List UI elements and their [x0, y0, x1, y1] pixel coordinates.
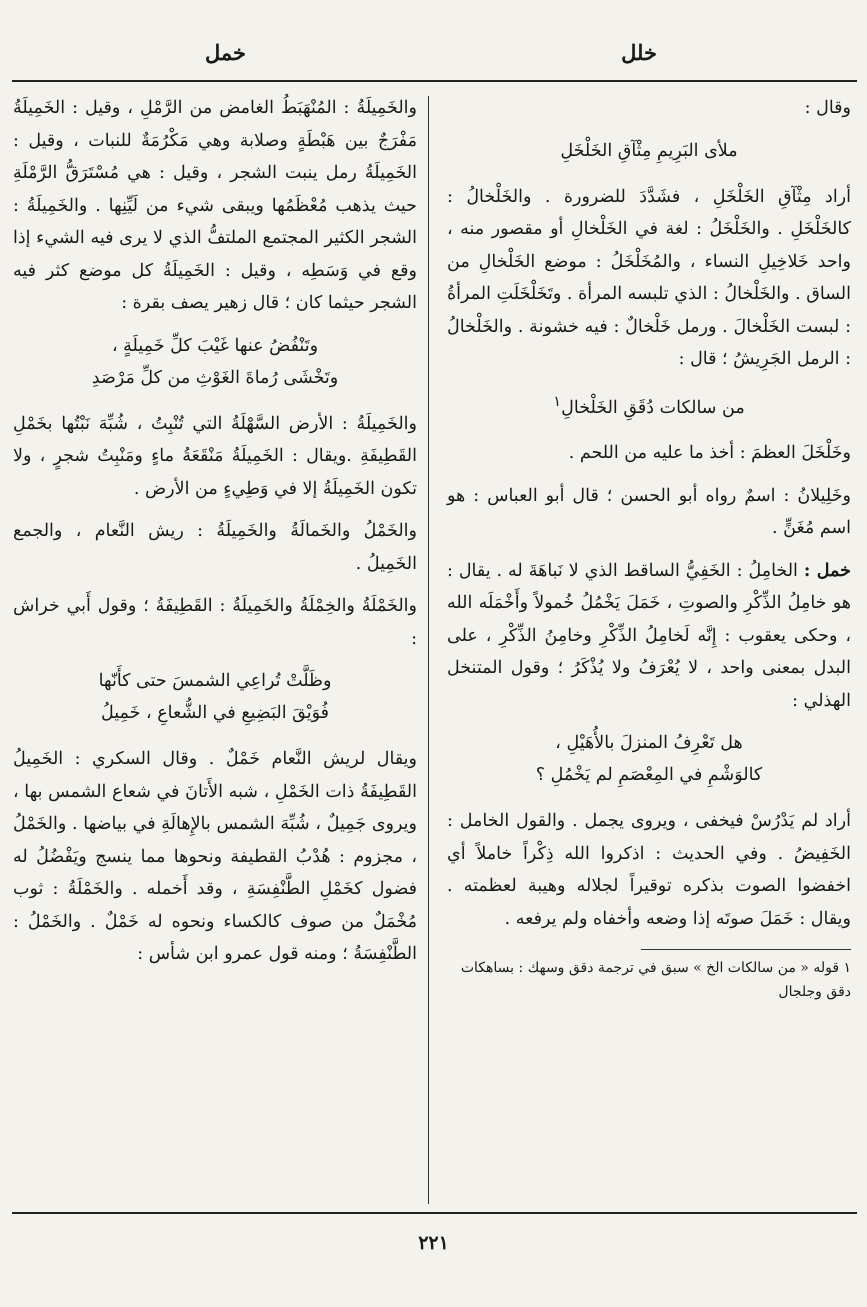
footnote-rule: [641, 949, 851, 950]
bottom-rule: [12, 1212, 857, 1214]
verse: [447, 386, 851, 424]
footnote-marker: ١: [553, 392, 562, 410]
paragraph: ويقال لريش النَّعام خَمْلٌ . وقال السكري : الخَمِيلُ القَطِيفَةُ ذات الخَمْلِ ، شبه الأَتانَ في شعاع الشمس بها ، ويروى جَمِيلٌ ، شُبِّهَ الشمس بالإِهالَةِ في بياضها . والخَمْلُ ، مجزوم : هُدْبُ القطيفة ونحوها مما ينسج ويَفْضُلُ له فضول كخَمْلِ الطَّنْفِسَةِ ، وقد أَخمله . والخَمْلَةُ : ثوب مُخْمَلٌ من صوف كالكساء ونحوه له خَمْلٌ . والخَمْلُ : الطَّنْفِسَةُ ؛ ومنه قول عمرو ابن شأس :: [13, 749, 417, 964]
top-rule: [12, 80, 857, 82]
verse: [13, 665, 417, 729]
paragraph: والخَمْلُ والخَمالَةُ والخَمِيلَةُ : ريش النَّعام ، والجمع الخَمِيلُ .: [13, 521, 417, 574]
entry-headword: خمل :: [803, 560, 851, 581]
verse: [447, 727, 851, 791]
paragraph: وقال :: [804, 98, 851, 118]
verse: [13, 330, 417, 394]
verse-line: وظَلَّتْ تُراعِي الشمسَ حتى كأَنّها: [98, 671, 332, 691]
running-head-right: خلل: [621, 40, 657, 65]
paragraph: والخَمِيلَةُ : المُنْهَبَطُ الغامض من الرَّمْلِ ، وقيل : الخَمِيلَةُ مَفْرَجٌ بين هَبْطَةٍ وصلابة وهي مَكْرُمَةٌ للنبات ، وقيل : الخَمِيلَةُ رمل ينبت الشجر ، وقيل : هي مُسْتَرَقُّ الرَّمْلَةِ حيث يذهب مُعْظَمُها ويبقى شيء من لَيِّنِها . والخَمِيلَةُ : الشجر الكثير المجتمع الملتفُّ الذي لا يرى فيه الشيء إذا وقع في وَسَطِه ، وقيل : الخَمِيلَةُ كل موضع كثر فيه الشجر حيثما كان ؛ قال زهير يصف بقرة :: [13, 98, 417, 313]
page-number: ٢٢١: [418, 1232, 449, 1254]
entry-paragraph: خمل : الخامِلُ : الخَفِيُّ الساقط الذي لا نَباهَةَ له . يقال : هو خامِلُ الذِّكْرِ والصوتِ ، خَمَلَ يَخْمُلُ خُمولاً وأَخْمَلَه الله ، وحكى يعقوب : إِنَّه لَخامِلُ الذِّكْرِ وخامِنُ الذِّكْرِ ، على البدل بمعنى واحد ، لا يُعْرَفُ ولا يُذْكَرُ ؛ وقول المتنخل الهذلي :: [447, 560, 851, 711]
verse-line: وتَخْشَى رُماةَ الغَوْثِ من كلِّ مَرْصَدِ: [91, 367, 339, 388]
verse: [447, 135, 851, 167]
paragraph: وخَلْخَلَ العظمَ : أخذ ما عليه من اللحم .: [568, 443, 851, 464]
column-divider: [428, 96, 429, 1204]
paragraph: والخَمْلَةُ والخِمْلَةُ والخَمِيلَةُ : القَطِيفَةُ ؛ وقول أَبي خراش :: [13, 596, 417, 649]
verse-line: وتَنْفُضُ عنها غَيْبَ كلِّ خَمِيلَةٍ ،: [111, 335, 319, 356]
paragraph: والخَمِيلَةُ : الأرض السَّهْلَةُ التي تُنْبِتُ ، شُبِّهَ نَبْتُها بخَمْلِ القَطِيفَةِ .ويقال : الخَمِيلَةُ مَنْقَعَةُ ماءٍ ومَنْبِتُ شجرٍ ، ولا تكون الخَمِيلَةُ إلا في وَطِيءٍ من الأرض .: [13, 413, 417, 499]
left-column: [13, 92, 417, 981]
verse-line: هل تَعْرِفُ المنزلَ بالأُهَيْلِ ،: [555, 733, 743, 754]
footnote: ١ قوله « من سالكات الخ » سبق في ترجمة دقق وسهك : بساهكات دقق وجلجال: [460, 960, 851, 1001]
paragraph: أراد مِثْآقِ الخَلْخَلِ ، فشَدَّدَ للضرورة . والخَلْخالُ : كالخَلْخَلِ . والخَلْخَلُ : لغة في الخَلْخالِ أو مقصور منه ، واحد خَلاخِيلِ النساء ، والمُخَلْخَلُ : موضع الخَلْخالِ من الساق . والخَلْخالُ : الذي تلبسه المرأة . وتَخَلْخَلَتِ المرأةُ : لبست الخَلْخالَ . ورمل خَلْخالٌ : فيه خشونة . والخَلْخالُ : الرمل الجَرِيشُ ؛ قال :: [447, 186, 851, 369]
verse-line: ملأى البَرِيمِ مِثْآقِ الخَلْخَلِ: [560, 140, 738, 161]
paragraph: أراد لم يَدْرُسْ فيخفى ، ويروى يجمل . والقول الخامل : الخَفِيضُ . وفي الحديث : اذكروا الله ذِكْراً خاملاً أي اخفضوا الصوت بذكره توقيراً لجلاله وهيبة لعظمته . ويقال : خَمَلَ صوتَه إذا وضعه وأخفاه ولم يرفعه .: [447, 811, 851, 929]
right-column: [447, 92, 851, 1004]
paragraph: وخَلِيلانُ : اسمٌ رواه أبو الحسن ؛ قال أبو العباس : هو اسم مُغَنٍّ .: [447, 485, 851, 539]
running-head-left: خمل: [205, 40, 247, 65]
verse-line: فُوَيْقَ البَضِيعِ في الشُّعاعِ ، خَمِيلُ: [100, 703, 330, 723]
verse-line: كالوَشْمِ في المِعْصَمِ لم يَخْمُلِ ؟: [535, 765, 763, 786]
verse-line: من سالكات دُقَقِ الخَلْخالِ$^١$: [553, 392, 745, 418]
